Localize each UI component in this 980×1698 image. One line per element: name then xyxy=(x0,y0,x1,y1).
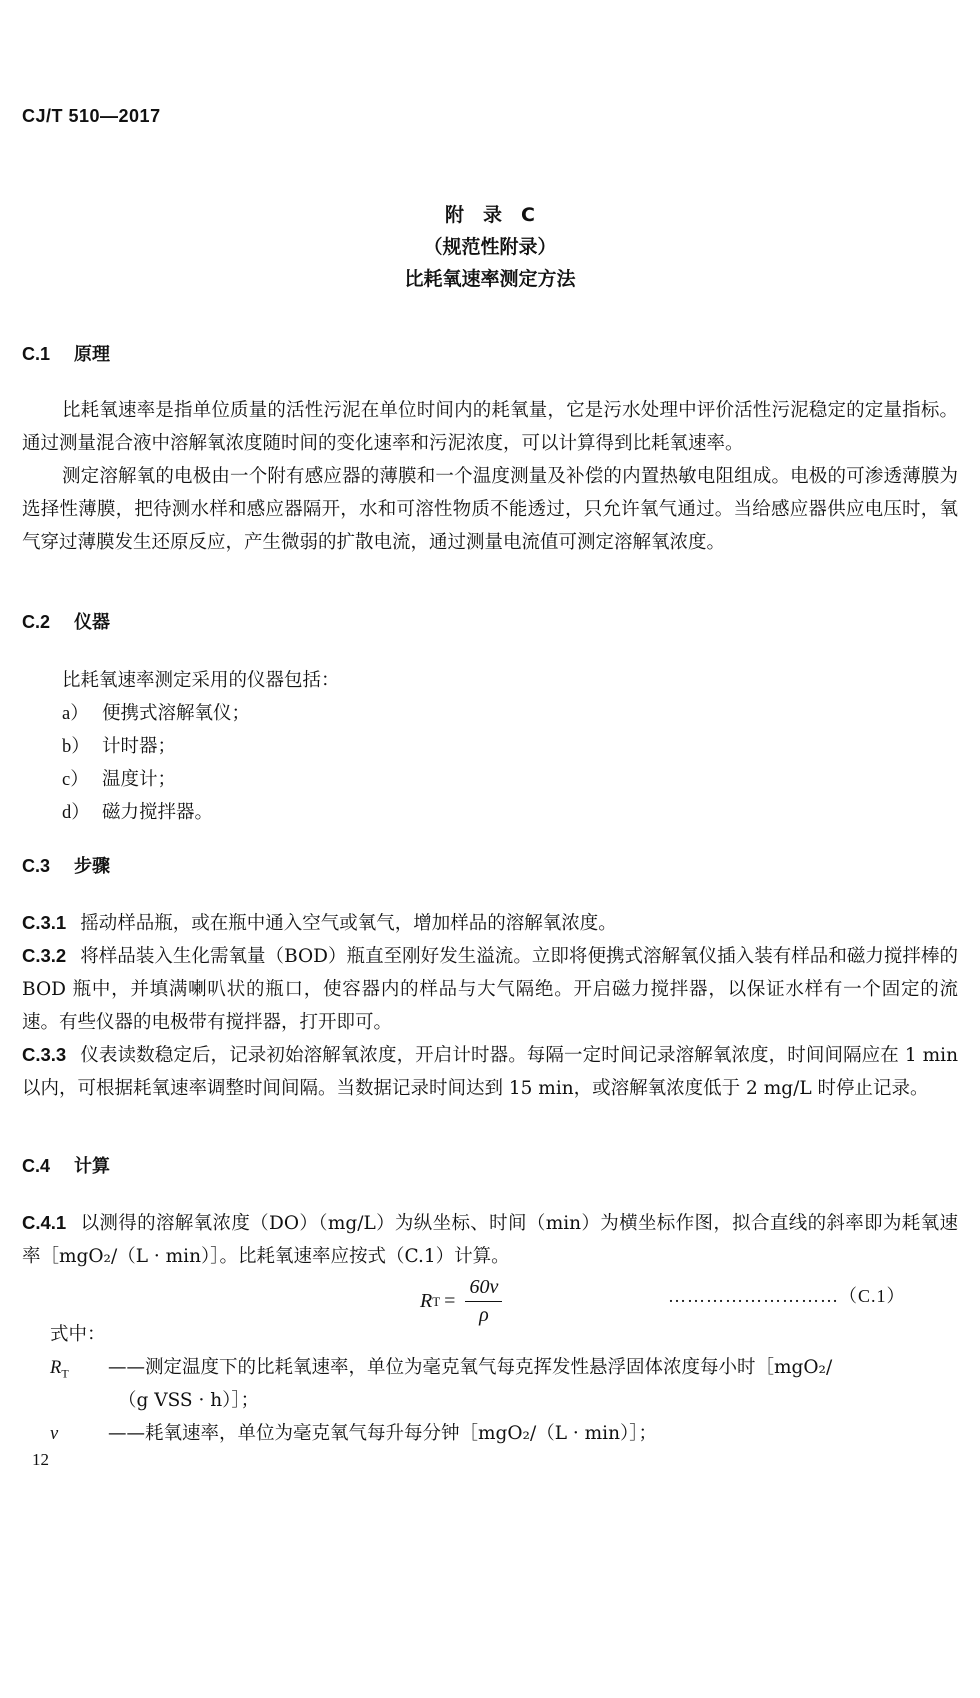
clause-text: 将样品装入生化需氧量（BOD）瓶直至刚好发生溢流。立即将便携式溶解氧仪插入装有样品和磁力搅拌棒的 BOD 瓶中，并填满喇叭状的瓶口，使容器内的样品与大气隔绝。开启磁力搅拌器，以保证水样有一个固定的流速。有些仪器的电极带有搅拌器，打开即可。 xyxy=(22,946,958,1033)
section-c2-heading xyxy=(22,608,110,634)
section-c4-number: C.4 xyxy=(22,1156,51,1176)
list-text: 计时器； xyxy=(102,736,177,757)
list-marker: a） xyxy=(62,704,89,724)
definition-text: 测定温度下的比耗氧速率，单位为毫克氧气每克挥发性悬浮固体浓度每小时［mgO₂/ xyxy=(145,1357,833,1378)
section-c4-title: 计算 xyxy=(74,1156,110,1177)
formula-c1 xyxy=(420,1276,502,1327)
definition-rt-continued: （g VSS · h）］； xyxy=(118,1390,260,1411)
standard-code: CJ/T 510—2017 xyxy=(22,106,161,126)
clause-c3-2 xyxy=(22,939,958,1039)
formula-equals: = xyxy=(444,1290,456,1312)
clause-number: C.3.3 xyxy=(22,1044,67,1065)
list-item xyxy=(62,697,250,731)
section-c3-number: C.3 xyxy=(22,856,51,876)
list-marker: c） xyxy=(62,770,89,790)
clause-text: 仪表读数稳定后，记录初始溶解氧浓度，开启计时器。每隔一定时间记录溶解氧浓度，时间间隔应在 1 min 以内，可根据耗氧速率调整时间间隔。当数据记录时间达到 15 min，或溶解氧浓度低于 2 mg/L 时停止记录。 xyxy=(22,1045,958,1099)
section-c2-title: 仪器 xyxy=(74,612,110,633)
list-text: 便携式溶解氧仪； xyxy=(102,703,251,724)
clause-text: 摇动样品瓶，或在瓶中通入空气或氧气，增加样品的溶解氧浓度。 xyxy=(80,913,617,934)
list-marker: d） xyxy=(62,803,90,823)
clause-c4-1 xyxy=(22,1206,958,1273)
clause-c3-3 xyxy=(22,1038,958,1105)
definition-symbol: v xyxy=(50,1424,59,1444)
definition-v xyxy=(50,1417,657,1451)
where-label: 式中： xyxy=(50,1324,106,1345)
section-c1-number: C.1 xyxy=(22,344,51,364)
definition-dash: —— xyxy=(108,1357,145,1378)
appendix-subtitle: （规范性附录） xyxy=(423,236,557,258)
formula-lhs-subscript: T xyxy=(432,1293,441,1309)
list-text: 磁力搅拌器。 xyxy=(102,802,214,823)
formula-numerator: 60v xyxy=(465,1276,502,1302)
definition-symbol: R xyxy=(50,1358,62,1378)
clause-c3-1 xyxy=(22,906,958,940)
section-c2-intro: 比耗氧速率测定采用的仪器包括： xyxy=(62,670,340,691)
appendix-title: 附 录 C xyxy=(445,204,535,226)
definition-symbol-subscript: T xyxy=(61,1366,69,1381)
definition-dash: —— xyxy=(108,1423,145,1444)
page-number: 12 xyxy=(32,1450,49,1469)
formula-fraction xyxy=(465,1276,502,1327)
clause-number: C.4.1 xyxy=(22,1212,67,1233)
section-c1-heading xyxy=(22,340,110,366)
section-c1-title: 原理 xyxy=(74,344,110,365)
formula-number: ………………………（C.1） xyxy=(668,1286,906,1306)
list-item xyxy=(62,796,213,830)
section-c1-paragraph-1: 比耗氧速率是指单位质量的活性污泥在单位时间内的耗氧量，它是污水处理中评价活性污泥稳定的定量指标。通过测量混合液中溶解氧浓度随时间的变化速率和污泥浓度，可以计算得到比耗氧速率。 xyxy=(22,400,958,454)
definition-text: 耗氧速率，单位为毫克氧气每升每分钟［mgO₂/（L · min）］； xyxy=(145,1423,658,1444)
section-c4-heading xyxy=(22,1152,110,1178)
clause-text: 以测得的溶解氧浓度（DO）（mg/L）为纵坐标、时间（min）为横坐标作图，拟合直线的斜率即为耗氧速率［mgO₂/（L · min）］。比耗氧速率应按式（C.1）计算。 xyxy=(22,1213,958,1267)
section-c2-number: C.2 xyxy=(22,612,51,632)
list-item xyxy=(62,763,176,797)
formula-denominator: ρ xyxy=(479,1304,489,1326)
section-c1-paragraph-2: 测定溶解氧的电极由一个附有感应器的薄膜和一个温度测量及补偿的内置热敏电阻组成。电极的可渗透薄膜为选择性薄膜，把待测水样和感应器隔开，水和可溶性物质不能透过，只允许氧气通过。当给感应器供应电压时，氧气穿过薄膜发生还原反应，产生微弱的扩散电流，通过测量电流值可测定溶解氧浓度。 xyxy=(22,466,958,553)
formula-lhs: R xyxy=(420,1290,433,1312)
list-item xyxy=(62,730,176,764)
appendix-name: 比耗氧速率测定方法 xyxy=(404,268,576,290)
section-c3-heading xyxy=(22,852,110,878)
clause-number: C.3.2 xyxy=(22,945,67,966)
list-marker: b） xyxy=(62,737,90,757)
list-text: 温度计； xyxy=(102,769,177,790)
clause-number: C.3.1 xyxy=(22,912,67,933)
section-c3-title: 步骤 xyxy=(74,856,110,877)
